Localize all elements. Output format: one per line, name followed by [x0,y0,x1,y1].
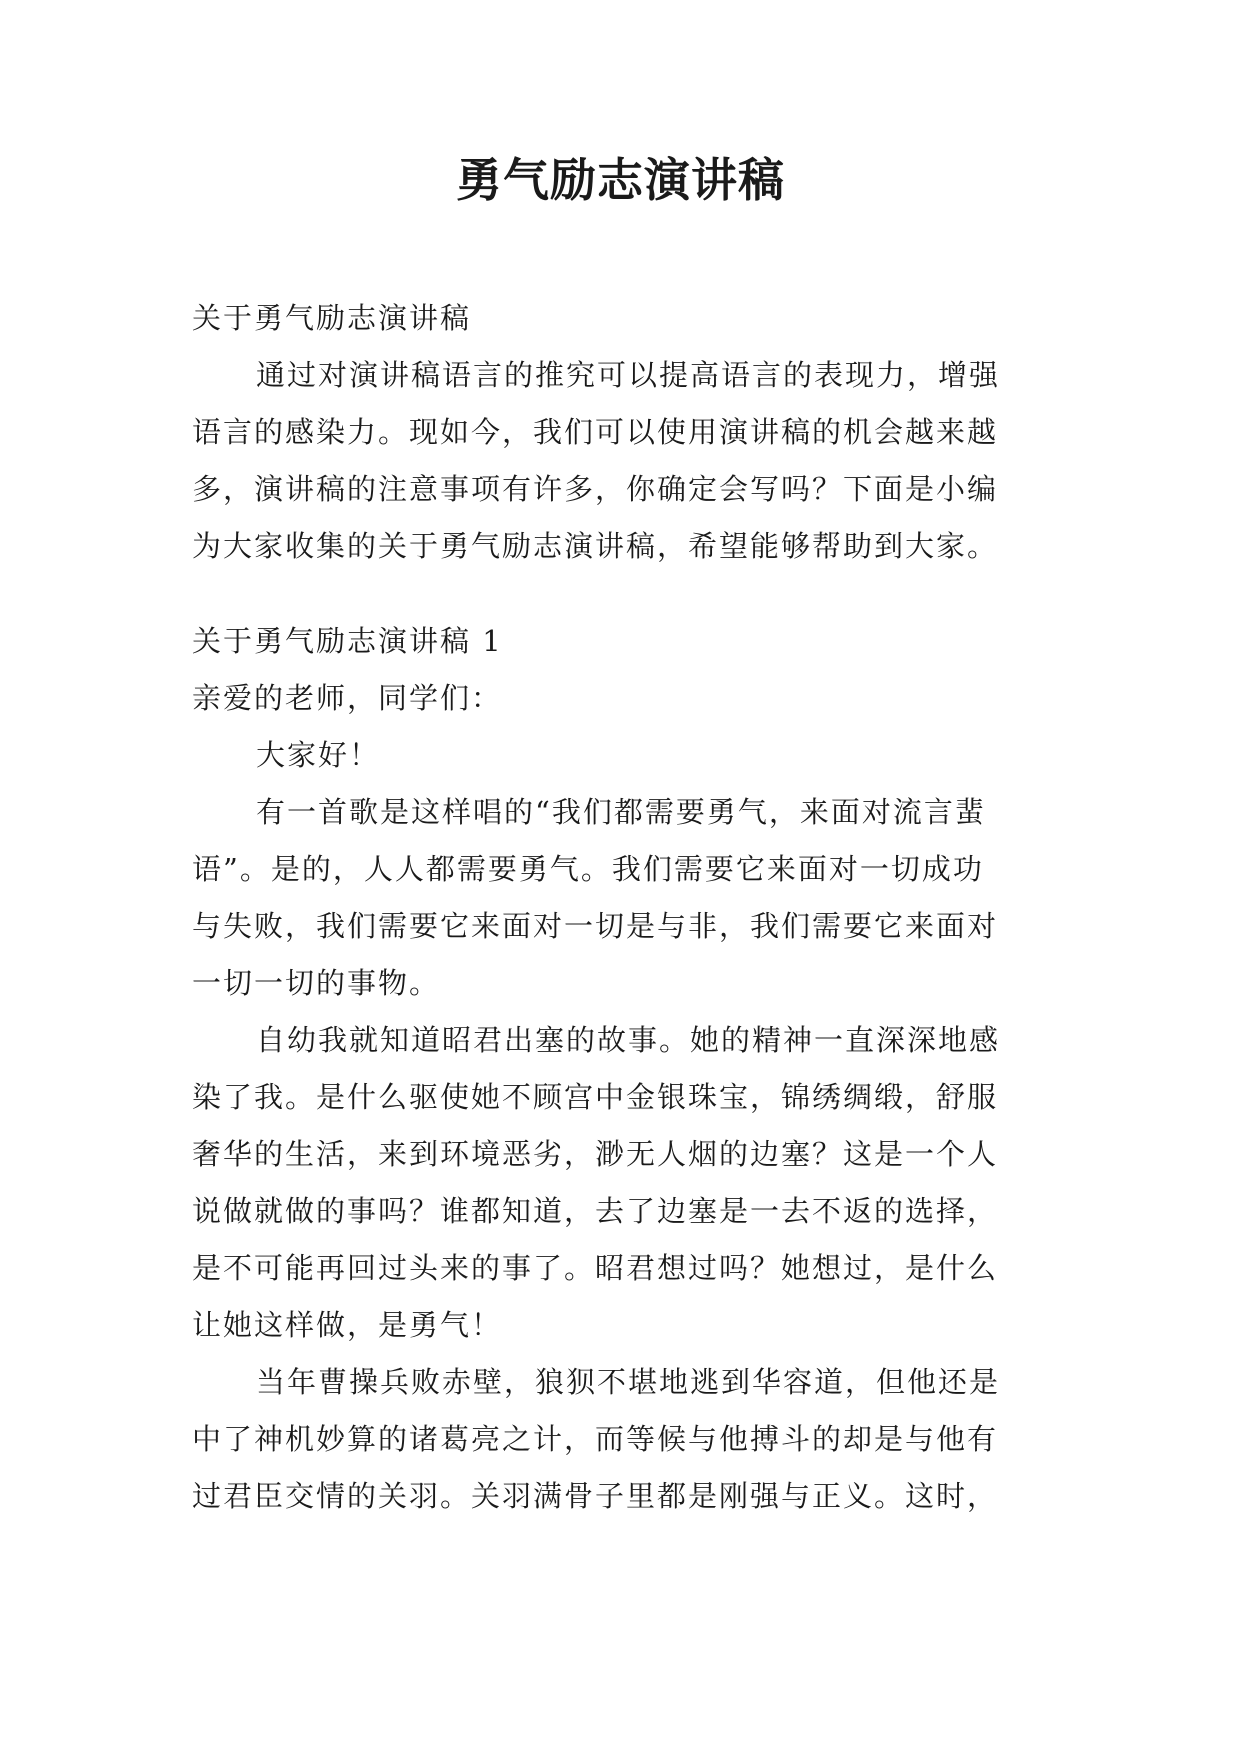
salutation: 亲爱的老师，同学们： [192,681,503,715]
paragraph-line: 过君臣交情的关羽。关羽满骨子里都是刚强与正义。这时， [192,1479,999,1513]
paragraph-line: 一切一切的事物。 [192,966,441,1000]
intro-heading: 关于勇气励志演讲稿 [192,301,472,335]
greeting: 大家好！ [256,738,381,772]
intro-line: 多，演讲稿的注意事项有许多，你确定会写吗？下面是小编 [192,472,999,506]
paragraph-line: 当年曹操兵败赤壁，狼狈不堪地逃到华容道，但他还是 [256,1365,1001,1399]
section-heading: 关于勇气励志演讲稿 1 [192,624,503,658]
paragraph-line: 说做就做的事吗？谁都知道，去了边塞是一去不返的选择， [192,1194,999,1228]
document-title: 勇气励志演讲稿 [456,153,785,207]
section-spacer [192,575,1072,613]
document-body [192,290,1072,1525]
paragraph-line: 奢华的生活，来到环境恶劣，渺无人烟的边塞？这是一个人 [192,1137,999,1171]
paragraph-line: 染了我。是什么驱使她不顾宫中金银珠宝，锦绣绸缎，舒服 [192,1080,999,1114]
intro-line: 为大家收集的关于勇气励志演讲稿，希望能够帮助到大家。 [192,529,999,563]
paragraph-line: 语”。是的，人人都需要勇气。我们需要它来面对一切成功 [192,852,984,886]
paragraph-line: 有一首歌是这样唱的“我们都需要勇气，来面对流言蜚 [256,795,986,829]
intro-line: 通过对演讲稿语言的推究可以提高语言的表现力，增强 [256,358,1001,392]
paragraph-line: 自幼我就知道昭君出塞的故事。她的精神一直深深地感 [256,1023,1001,1057]
intro-line: 语言的感染力。现如今，我们可以使用演讲稿的机会越来越 [192,415,999,449]
paragraph-line: 与失败，我们需要它来面对一切是与非，我们需要它来面对 [192,909,999,943]
paragraph-line: 让她这样做，是勇气！ [192,1308,503,1342]
paragraph-line: 是不可能再回过头来的事了。昭君想过吗？她想过，是什么 [192,1251,999,1285]
paragraph-line: 中了神机妙算的诸葛亮之计，而等候与他搏斗的却是与他有 [192,1422,999,1456]
